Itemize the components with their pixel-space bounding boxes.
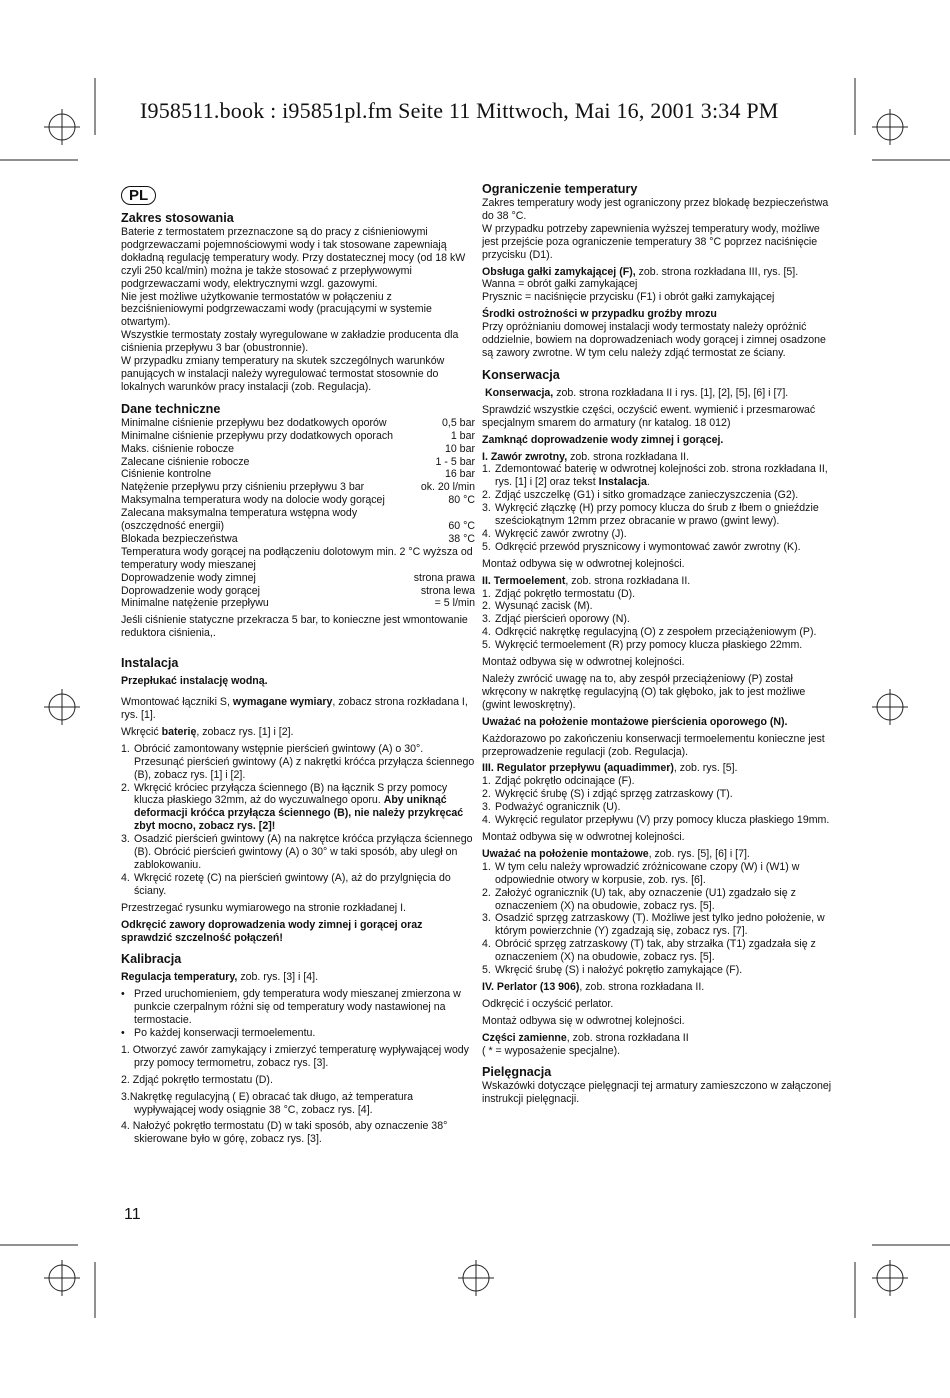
konserwacja-title: Konserwacja [482,367,560,382]
instalacja-flush: Przepłukać instalację wodną. [121,675,268,688]
list-item: 2. Założyć ogranicznik (U) tak, aby oznaczenie (U1) zgadzało się z oznaczeniem (X) na obudowie, zobacz rys. [5]. [482,886,796,912]
list-item: 5. Odkręcić przewód prysznicowy i wymontować zawór zwrotny (K). [482,540,801,553]
list-item: 4. Wykręcić regulator przepływu (V) przy pomocy klucza płaskiego 19mm. [482,814,830,827]
spec-row: Natężenie przepływu przy ciśnieniu przepływu 3 bar ok. 20 l/min [121,481,475,494]
kons-p3: Należy zwrócić uwagę na to, aby zespół przeciążeniowy (P) został wkręcony w nakrętkę regulacyjną (O) tak głęboko, jak to jest możliwe (gwint lewoskrętny). [482,673,806,711]
kons-s5: IV. Perlator (13 906), zob. strona rozkładana II. [482,980,705,993]
list-item: • Po każdej konserwacji termoelementu. [121,1027,316,1040]
kons-s2-steps [482,588,832,653]
list-item: 1. Zdjąć pokrętło termostatu (D). [482,587,636,600]
kalibracja-title: Kalibracja [121,952,182,967]
list-item: 4. Wkręcić rozetę (C) na pierścień gwintowy (A), aż do przylgnięcia do ściany. [121,871,451,897]
kons-mont-1: Montaż odbywa się w odwrotnej kolejności. [482,557,685,570]
list-item: 3. Osadzić pierścień gwintowy (A) na nakrętce króćca przyłącza ściennego (B). Obrócić pierścień gwintowy (A) o 30° w taki sposób, aby uległ on zablokowaniu. [121,833,473,871]
kons-warning: Uważać na położenie montażowe pierścienia oporowego (N). [482,715,788,728]
zakres-title: Zakres stosowania [121,211,234,225]
list-item: 1. Zdjąć pokrętło odcinające (F). [482,775,635,788]
kons-s4-steps [482,861,832,977]
list-item: 2. Wkręcić króciec przyłącza ściennego (B) na łącznik S przy pomocy klucza płaskiego 32mm, aż do wyczuwalnego oporu. Aby uniknąć deformacji króćca przyłącza ściennego (B), nie należy przykręcać zbyt mocno, zobacz rys. [2]! [121,781,464,833]
kons-mont-3: Montaż odbywa się w odwrotnej kolejności. [482,830,685,843]
spec-row: Blokada bezpieczeństwa 38 °C [121,532,475,545]
spec-row: Minimalne natężenie przepływu = 5 l/min [121,597,475,610]
pielegnacja-title: Pielęgnacja [482,1065,552,1080]
ogr-p1: Zakres temperatury wody jest ograniczony przez blokadę bezpieczeństwa do 38 °C. [482,197,829,222]
spec-row: Zalecane ciśnienie robocze 1 - 5 bar [121,455,475,468]
kons-s1: I. Zawór zwrotny, zob. strona rozkładana II. [482,450,690,463]
list-item: 2. Wysunąć zacisk (M). [482,600,593,613]
list-item: 4. Wykręcić zawór zwrotny (J). [482,527,627,540]
list-item: 5. Wykręcić termoelement (R) przy pomocy klucza płaskiego 22mm. [482,639,803,652]
pielegnacja-text: Wskazówki dotyczące pielęgnacji tej armatury zamieszczono w załączonej instrukcji pielęgnacji. [482,1080,832,1106]
right-column [482,182,832,1106]
kons-czesci-note: ( * = wyposażenie specjalne). [482,1044,621,1057]
ogr-p2: W przypadku potrzeby zapewnienia wyższej temperatury wody, możliwe jest przejście poza ograniczenie temperatury 38 °C poprzez naciśnięcie przycisku (D1). [482,222,820,261]
zakres-p3: Wszystkie termostaty zostały wyregulowane w zakładzie producenta dla ciśnienia przepływu 3 bar (obustronnie). [121,329,459,355]
instalacja-check: Odkręcić zawory doprowadzenia wody zimnej i gorącej oraz sprawdzić szczelność połączeń! [121,918,423,944]
left-column [121,182,475,1146]
kalibracja-bullets [121,988,475,1040]
list-item: 1. Obrócić zamontowany wstępnie pierścień gwintowy (A) o 30°. Przesunąć pierścień gwintowy (A) z nakrętki króćca przyłącza ściennego (B), zobacz rys. [1] i [2]. [121,742,475,781]
zakres-p4: W przypadku zmiany temperatury na skutek szczególnych warunków panujących w instalacji należy wyregulować termostat stosownie do lokalnych warunków pracy instalacji (zob. Regulacja). [121,355,445,393]
list-item: 1. W tym celu należy wprowadzić zróżnicowane czopy (W) i (W1) w odpowiednie otwory w korpusie, zob. rys. [6]. [482,860,800,886]
spec-row: Doprowadzenie wody zimnej strona prawa [121,571,475,584]
instalacja-steps [121,743,475,898]
kons-p1: Konserwacja, zob. strona rozkładana II i rys. [1], [2], [5], [6] i [7]. [484,386,789,399]
page-header: I958511.book : i95851pl.fm Seite 11 Mittwoch, Mai 16, 2001 3:34 PM [140,98,779,123]
list-item: 5. Wkręcić śrubę (S) i nałożyć pokrętło zamykające (F). [482,964,743,977]
list-item: 3. Zdjąć pierścień oporowy (N). [482,613,630,626]
kalibracja-p1: Regulacja temperatury, zob. rys. [3] i [4]. [121,971,319,984]
spec-table [121,417,475,611]
spec-row: Maksymalna temperatura wody na dolocie wody gorącej 80 °C [121,494,475,507]
kons-close: Zamknąć doprowadzenie wody zimnej i gorącej. [482,433,724,446]
spec-row: Doprowadzenie wody gorącej strona lewa [121,584,475,597]
kons-s2: II. Termoelement, zob. strona rozkładana II. [482,574,691,587]
spec-row: Minimalne ciśnienie przepływu przy dodatkowych oporach 1 bar [121,429,475,442]
zakres-p2: Nie jest możliwe użytkowanie termostatów w połączeniu z bezciśnieniowymi podgrzewaczami wody (pracującymi w systemie otwartym). [121,290,432,329]
list-item: 3. Wykręcić złączkę (H) przy pomocy klucza do śrub z łbem o gnieździe sześciokątnym 12mm przez obracanie w prawo (gwint lewy). [482,502,819,528]
kalibracja-steps: 1. Otworzyć zawór zamykający i zmierzyć temperaturę wypływającej wody przy pomocy termometru, zobacz rys. [3]. 2. Zdjąć pokrętło termostatu (D). 3.Nakrętkę regulacyjną ( E) obracać tak długo, aż temperatura wypływającej wody osiągnie 38 °C, zobacz rys. [4]. 4. Nałożyć pokrętło termostatu (D) w taki sposób, aby oznaczenie 38° skierowane było w górę, zobacz rys. [3]. [121,1043,469,1146]
list-item: • Przed uruchomieniem, gdy temperatura wody mieszanej zmierzona w punkcie czerpalnym różni się od temperatury wody nastawionej na termostacie. [121,988,461,1027]
page-number: 11 [124,1206,141,1223]
list-item: 4. Odkręcić nakrętkę regulacyjną (O) z zespołem przeciążeniowym (P). [482,626,817,639]
kons-s1-steps [482,463,832,553]
instalacja-p2: Wkręcić baterię, zobacz rys. [1] i [2]. [121,725,294,738]
ogr-title: Ograniczenie temperatury [482,182,638,196]
kons-s3: III. Regulator przepływu (aquadimmer), zob. rys. [5]. [482,762,738,775]
dane-title: Dane techniczne [121,401,221,416]
instalacja-p1: Wmontować łączniki S, wymagane wymiary, zobacz strona rozkładana I, rys. [1]. [121,696,468,721]
kons-p5: Odkręcić i oczyścić perlator. [482,997,614,1010]
ogr-obsluga: Obsługa gałki zamykającej (F), zob. strona rozkładana III, rys. [5]. [482,265,799,278]
ogr-wanna: Wanna = obrót gałki zamykającej [482,278,638,291]
pressure-note: Jeśli ciśnienie statyczne przekracza 5 bar, to konieczne jest wmontowanie reduktora ciśnienia,. [121,614,468,640]
list-item: 1. Zdemontować baterię w odwrotnej kolejności zob. strona rozkładana II, rys. [1] i [2] oraz tekst Instalacja. [482,463,828,489]
spec-row: Minimalne ciśnienie przepływu bez dodatkowych oporów 0,5 bar [121,416,475,429]
kons-p2: Sprawdzić wszystkie części, oczyścić ewent. wymienić i przesmarować specjalnym smarem do armatury (nr katalog. 18 012) [482,403,816,429]
spec-row: Zalecana maksymalna temperatura wstępna wody (oszczędność energii) 60 °C [121,507,475,533]
list-item: 3. Podważyć ogranicznik (U). [482,801,621,814]
mroz-text: Przy opróżnianiu domowej instalacji wody termostaty należy opróżnić oddzielnie, bowiem na doprowadzeniach wody gorącej i zimnej osadzone są zawory zwrotne. W tym celu należy zdjąć termostat ze ściany. [482,321,826,359]
spec-row: Ciśnienie kontrolne 16 bar [121,468,475,481]
list-item: 4. Obrócić sprzęg zatrzaskowy (T) tak, aby strzałka (T1) zgadzała się z oznaczeniem (X) na obudowie, zobacz rys. [5]. [482,938,816,964]
kons-mont-2: Montaż odbywa się w odwrotnej kolejności. [482,656,685,669]
spec-row: Maks. ciśnienie robocze 10 bar [121,442,475,455]
list-item: 2. Wykręcić śrubę (S) i zdjąć sprzęg zatrzaskowy (T). [482,788,733,801]
list-item: 2. Zdjąć uszczelkę (G1) i sitko gromadzące zanieczyszczenia (G2). [482,489,799,502]
instalacja-title: Instalacja [121,656,179,671]
kons-czesci: Części zamienne, zob. strona rozkładana II [482,1031,689,1044]
language-badge: PL [121,186,156,205]
kons-s3-steps [482,775,832,827]
zakres-p1: Baterie z termostatem przeznaczone są do pracy z ciśnieniowymi podgrzewaczami pojemnościowymi wody i tak stosowane zapewniają dokładną regulację temperatury wody. Przy dostatecznej mocy (od 18 kW czyli 250 kcal/min) można je także stosować z przepływowymi podgrzewaczami wody, elektrycznymi wzgl. gazowymi. [121,226,466,290]
spec-row: Temperatura wody gorącej na podłączeniu dolotowym min. 2 °C wyższa od temperatury wody mieszanej [121,545,473,571]
ogr-prysznic: Prysznic = naciśnięcie przycisku (F1) i obrót gałki zamykającej [482,291,775,304]
list-item: 3. Osadzić sprzęg zatrzaskowy (T). Możliwe jest tylko jedno położenie, w którym powierzchnie (Y) zgadzają się, zobacz rys. [7]. [482,912,825,938]
mroz-title: Środki ostrożności w przypadku groźby mrozu [482,308,717,321]
kons-mont-4: Montaż odbywa się w odwrotnej kolejności. [482,1014,685,1027]
kons-p4: Każdorazowo po zakończeniu konserwacji termoelementu konieczne jest przeprowadzenie regulacji (zob. Regulacja). [482,732,825,758]
kons-uw2: Uważać na położenie montażowe, zob. rys. [5], [6] i [7]. [482,847,750,860]
instalacja-p3: Przestrzegać rysunku wymiarowego na stronie rozkładanej I. [121,901,406,914]
